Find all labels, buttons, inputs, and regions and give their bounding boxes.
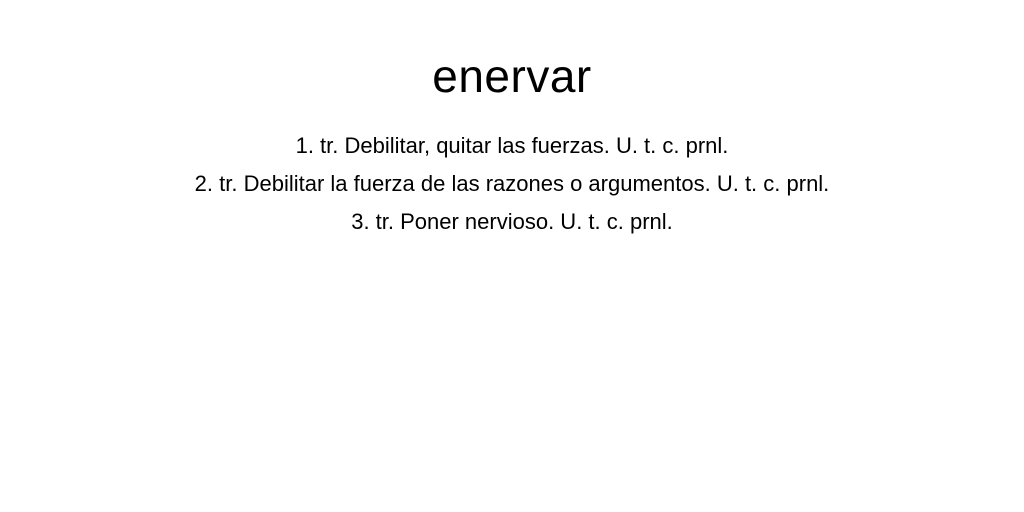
definition-item: 2. tr. Debilitar la fuerza de las razones o argumentos. U. t. c. prnl.	[194, 171, 830, 196]
headword: enervar	[432, 50, 592, 102]
dictionary-entry	[0, 0, 1024, 241]
definition-item: 3. tr. Poner nervioso. U. t. c. prnl.	[351, 209, 673, 234]
definition-list	[0, 127, 1024, 241]
definition-item: 1. tr. Debilitar, quitar las fuerzas. U. t. c. prnl.	[295, 133, 729, 158]
